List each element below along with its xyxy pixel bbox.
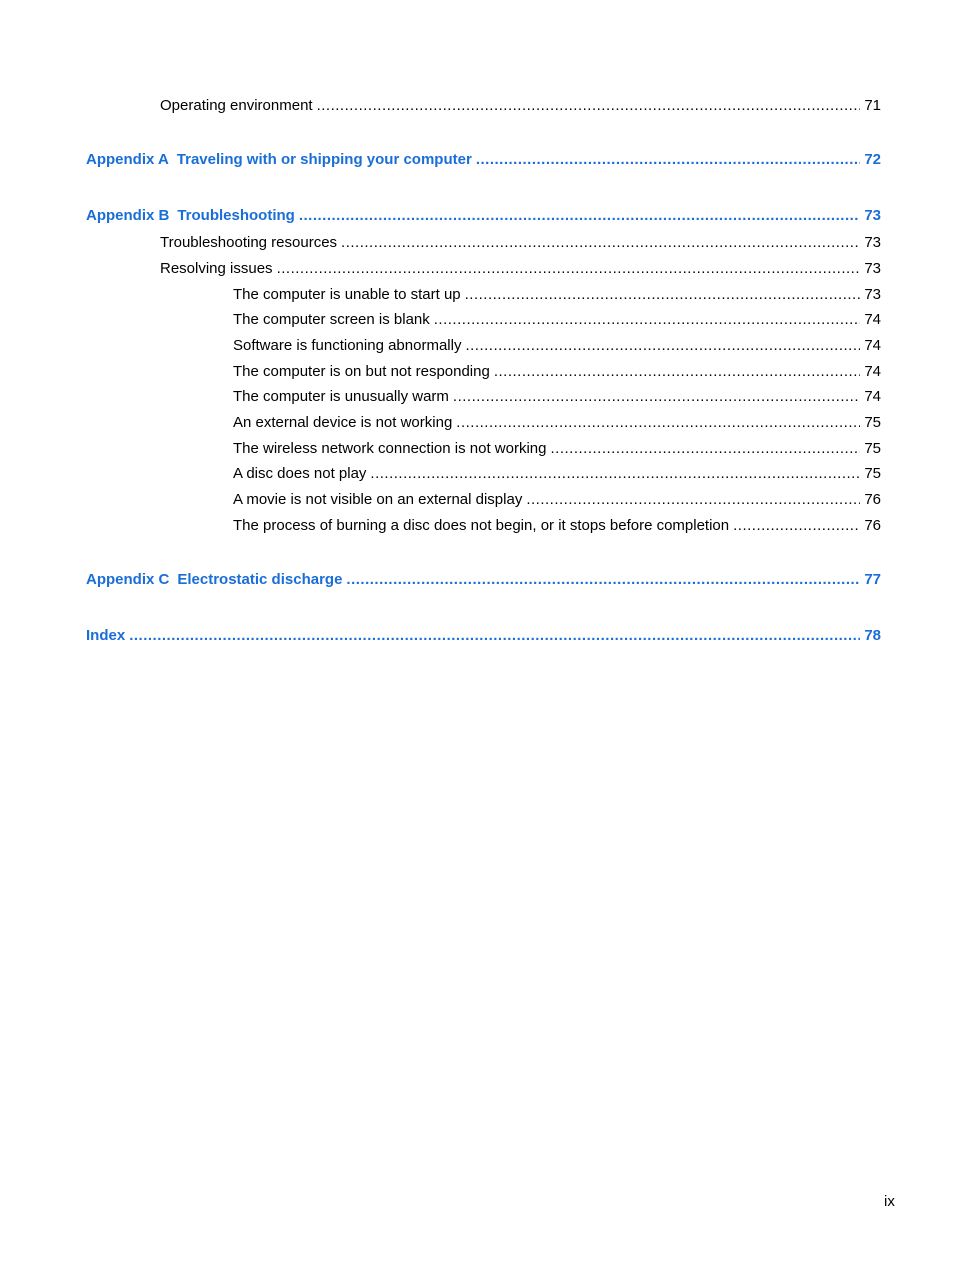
toc-entry-title: The computer is unusually warm xyxy=(233,388,449,405)
toc-chapter-label: Appendix C xyxy=(86,571,170,588)
toc-chapter-label: Appendix A xyxy=(86,151,169,168)
toc-entry-title: Index xyxy=(86,627,126,644)
toc-entry-title: The computer screen is blank xyxy=(233,311,430,328)
toc-entry-operating-environment[interactable] xyxy=(160,97,881,115)
toc-page-number: 75 xyxy=(864,440,881,457)
toc-chapter-index[interactable] xyxy=(86,627,881,645)
toc-entry-title: The wireless network connection is not working xyxy=(233,440,547,457)
toc-entry-title: Software is functioning abnormally xyxy=(233,337,462,354)
dot-leader xyxy=(526,491,860,509)
toc-entry-title: The computer is on but not responding xyxy=(233,363,490,380)
dot-leader xyxy=(456,414,860,432)
toc-chapter-appendix-b[interactable] xyxy=(86,207,881,225)
toc-entry-title: The computer is unable to start up xyxy=(233,286,461,303)
dot-leader xyxy=(346,571,860,589)
page-number: ix xyxy=(884,1193,895,1210)
toc-page-number: 72 xyxy=(864,151,881,168)
toc-entry-title: Troubleshooting resources xyxy=(160,234,338,251)
dot-leader xyxy=(317,97,861,115)
toc-entry-title: The process of burning a disc does not begin, or it stops before completion xyxy=(233,517,730,534)
toc-entry-unable-to-start[interactable] xyxy=(233,286,881,304)
dot-leader xyxy=(370,465,860,483)
dot-leader xyxy=(277,260,861,278)
toc-chapter-appendix-c[interactable] xyxy=(86,571,881,589)
dot-leader xyxy=(494,363,860,381)
toc-entry-title: Operating environment xyxy=(160,97,313,114)
dot-leader xyxy=(453,388,860,406)
toc-chapter-label: Appendix B xyxy=(86,207,170,224)
dot-leader xyxy=(341,234,860,252)
toc-entry-title: Resolving issues xyxy=(160,260,273,277)
toc-entry-title: An external device is not working xyxy=(233,414,453,431)
dot-leader xyxy=(129,627,860,645)
toc-entry-title: Electrostatic discharge xyxy=(177,571,343,588)
toc-page-number: 73 xyxy=(864,234,881,251)
toc-page-number: 78 xyxy=(864,627,881,644)
toc-entry-not-responding[interactable] xyxy=(233,363,881,381)
toc-entry-unusually-warm[interactable] xyxy=(233,388,881,406)
toc-entry-screen-blank[interactable] xyxy=(233,311,881,329)
dot-leader xyxy=(465,286,861,304)
toc-entry-disc-not-play[interactable] xyxy=(233,465,881,483)
toc-page-number: 75 xyxy=(864,465,881,482)
dot-leader xyxy=(299,207,860,225)
dot-leader xyxy=(733,517,860,535)
toc-entry-movie-not-visible[interactable] xyxy=(233,491,881,509)
toc-entry-title: A movie is not visible on an external display xyxy=(233,491,523,508)
toc-page-number: 74 xyxy=(864,311,881,328)
toc-page-number: 77 xyxy=(864,571,881,588)
toc-page-number: 71 xyxy=(864,97,881,114)
toc-page-number: 74 xyxy=(864,363,881,380)
toc-page-number: 73 xyxy=(864,207,881,224)
dot-leader xyxy=(550,440,860,458)
toc-page-number: 74 xyxy=(864,388,881,405)
dot-leader xyxy=(476,151,861,169)
toc-page-number: 73 xyxy=(864,260,881,277)
toc-entry-title: Troubleshooting xyxy=(177,207,295,224)
toc-entry-wireless-network[interactable] xyxy=(233,440,881,458)
toc-entry-resolving-issues[interactable] xyxy=(160,260,881,278)
toc-entry-troubleshooting-resources[interactable] xyxy=(160,234,881,252)
toc-page-number: 73 xyxy=(864,286,881,303)
toc-entry-title: A disc does not play xyxy=(233,465,367,482)
toc-entry-external-device[interactable] xyxy=(233,414,881,432)
toc-entry-burning-disc[interactable] xyxy=(233,517,881,535)
toc-page-number: 74 xyxy=(864,337,881,354)
toc-page-number: 75 xyxy=(864,414,881,431)
toc-entry-software-abnormal[interactable] xyxy=(233,337,881,355)
toc-chapter-appendix-a[interactable] xyxy=(86,151,881,169)
toc-entry-title: Traveling with or shipping your computer xyxy=(176,151,472,168)
dot-leader xyxy=(434,311,861,329)
dot-leader xyxy=(465,337,860,355)
toc-page-number: 76 xyxy=(864,491,881,508)
toc-page-number: 76 xyxy=(864,517,881,534)
